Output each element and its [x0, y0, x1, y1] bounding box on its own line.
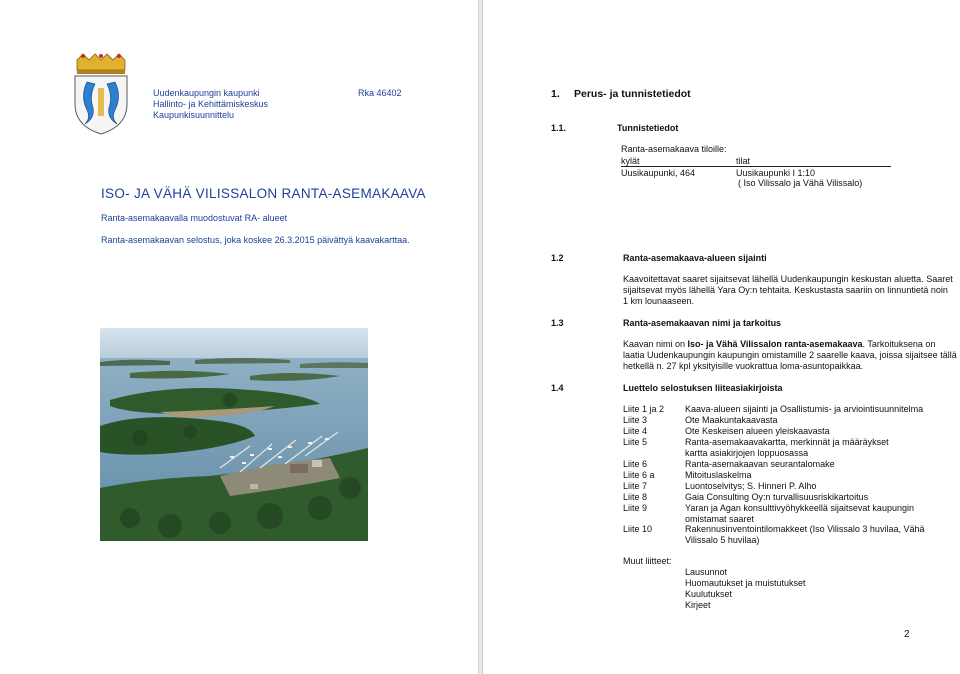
- other-item: Kirjeet: [685, 600, 711, 610]
- appendix-description: Mitoituslaskelma: [685, 470, 752, 480]
- heading-1-number: 1.: [551, 88, 560, 100]
- other-item: Huomautukset ja muistutukset: [685, 578, 806, 588]
- tila-note: ( Iso Vilissalo ja Vähä Vilissalo): [738, 178, 863, 188]
- appendix-id: Liite 6 a: [623, 470, 655, 480]
- heading-1-2-number: 1.2: [551, 253, 564, 263]
- s12-line-1: Kaavoitettavat saaret sijaitsevat lähellä Uudenkaupungin keskustan aluetta. Saaret: [623, 274, 953, 284]
- heading-1-4-title: Luettelo selostuksen liiteasiakirjoista: [623, 383, 783, 393]
- appendix-id: Liite 5: [623, 437, 648, 447]
- description: Ranta-asemakaavan selostus, joka koskee 26.3.2015 päivättyä kaavakarttaa.: [101, 235, 410, 245]
- reference-number: Rka 46402: [358, 88, 402, 98]
- appendix-description: Kaava-alueen sijainti ja Osallistumis- ja arviointisuunnitelma: [685, 404, 924, 414]
- other-item: Lausunnot: [685, 567, 728, 577]
- coat-of-arms-logo: [71, 52, 131, 136]
- s13-line-1: Kaavan nimi on Iso- ja Vähä Vilissalon ranta-asemakaava. Tarkoituksena on: [623, 339, 936, 349]
- org-department: Hallinto- ja Kehittämiskeskus: [153, 99, 269, 109]
- appendix-description: Ote Maakuntakaavasta: [685, 415, 778, 425]
- left-page: [0, 0, 479, 674]
- appendix-description: Ranta-asemakaavakartta, merkinnät ja määräykset: [685, 437, 889, 447]
- column-kylat: kylät: [621, 156, 640, 166]
- appendix-description: Ote Keskeisen alueen yleiskaavasta: [685, 426, 830, 436]
- appendix-id: Liite 1 ja 2: [623, 404, 665, 414]
- org-unit: Kaupunkisuunnittelu: [153, 110, 235, 120]
- appendix-id: Liite 7: [623, 481, 648, 491]
- s12-line-2: sijaitsevat myös lähellä Yara Oy:n tehtaita. Keskustasta saariin on linnuntietä noin: [623, 285, 948, 295]
- aerial-photo: [100, 328, 368, 541]
- appendix-description: Gaia Consulting Oy:n turvallisuusriskikartoitus: [685, 492, 869, 502]
- heading-1-1-title: Tunnistetiedot: [617, 123, 679, 133]
- appendix-id: Liite 3: [623, 415, 648, 425]
- appendix-id: Liite 8: [623, 492, 648, 502]
- s13-line-3: hetkellä n. 27 kpl yksityisille vuokrattua loma-asuntopaikkaa.: [623, 361, 864, 371]
- heading-1-2-title: Ranta-asemakaava-alueen sijainti: [623, 253, 767, 263]
- s13-line-2: laatia Uudenkaupungin kaupungin omistamille 2 saarelle kaava, joissa sijaitsee tällä: [623, 350, 957, 360]
- page-number: 2: [904, 629, 910, 640]
- appendix-description: omistamat saaret: [685, 514, 755, 524]
- right-page: [482, 0, 960, 674]
- column-tilat: tilat: [736, 156, 751, 166]
- appendix-id: Liite 9: [623, 503, 648, 513]
- ident-intro: Ranta-asemakaava tiloille:: [621, 144, 727, 154]
- appendix-description: Vilissalo 5 huvilaa): [685, 535, 760, 545]
- other-appendices-label: Muut liitteet:: [623, 556, 672, 566]
- heading-1-title: Perus- ja tunnistetiedot: [574, 88, 691, 100]
- appendix-description: Yaran ja Agan konsulttivyöhykkeellä sijaitsevat kaupungin: [685, 503, 914, 513]
- other-item: Kuulutukset: [685, 589, 733, 599]
- appendix-id: Liite 4: [623, 426, 648, 436]
- heading-1-1-number: 1.1.: [551, 123, 567, 133]
- table-rule: [621, 166, 891, 167]
- subtitle: Ranta-asemakaavalla muodostuvat RA- alueet: [101, 213, 288, 223]
- appendix-id: Liite 6: [623, 459, 648, 469]
- appendix-description: Ranta-asemakaavan seurantalomake: [685, 459, 835, 469]
- heading-1-4-number: 1.4: [551, 383, 564, 393]
- appendix-id: Liite 10: [623, 524, 653, 534]
- org-name: Uudenkaupungin kaupunki: [153, 88, 260, 98]
- kyla-value: Uusikaupunki, 464: [621, 168, 696, 178]
- appendix-description: Rakennusinventointilomakkeet (Iso Vilissalo 3 huvilaa, Vähä: [685, 524, 925, 534]
- page-title: ISO- JA VÄHÄ VILISSALON RANTA-ASEMAKAAVA: [101, 186, 426, 201]
- heading-1-3-title: Ranta-asemakaavan nimi ja tarkoitus: [623, 318, 782, 328]
- heading-1-3-number: 1.3: [551, 318, 564, 328]
- appendix-description: kartta asiakirjojen loppuosassa: [685, 448, 809, 458]
- appendix-description: Luontoselvitys; S. Hinneri P. Alho: [685, 481, 817, 491]
- s12-line-3: 1 km lounaaseen.: [623, 296, 695, 306]
- tila-value: Uusikaupunki I 1:10: [736, 168, 816, 178]
